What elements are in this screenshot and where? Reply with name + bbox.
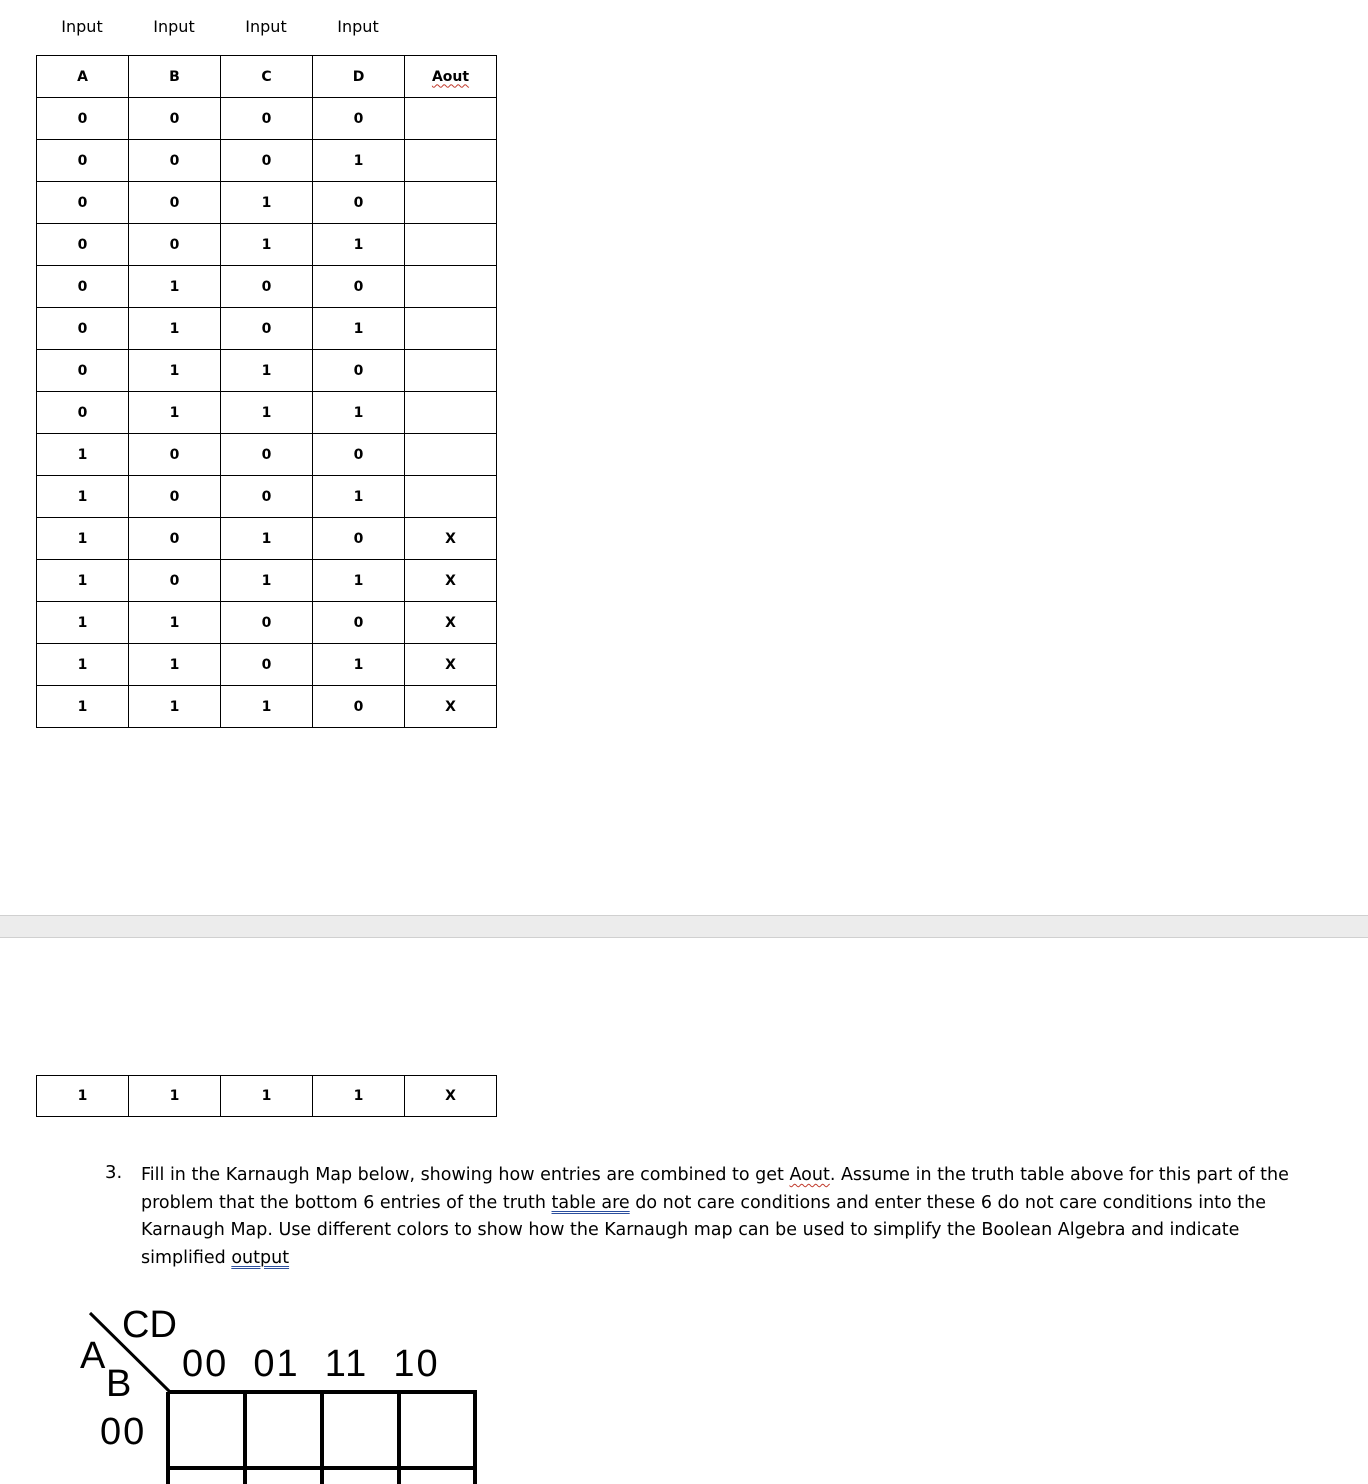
column-header-cell: A	[37, 56, 129, 98]
table-cell: 0	[129, 224, 221, 266]
table-cell: 0	[313, 686, 405, 728]
table-cell: 1	[37, 686, 129, 728]
table-cell: 0	[221, 266, 313, 308]
table-cell: 0	[313, 602, 405, 644]
table-cell: 1	[37, 560, 129, 602]
table-cell: 0	[221, 308, 313, 350]
table-are-phrase: table are	[551, 1192, 630, 1213]
output-word: output	[231, 1247, 290, 1268]
table-cell: 0	[313, 266, 405, 308]
table-cell: 0	[221, 98, 313, 140]
table-cell: 1	[313, 1076, 405, 1117]
table-cell: 0	[221, 434, 313, 476]
table-cell: 0	[221, 140, 313, 182]
question-number: 3.	[105, 1162, 123, 1183]
kmap-grid	[168, 1392, 477, 1484]
table-cell: 0	[221, 602, 313, 644]
table-cell: 1	[313, 476, 405, 518]
table-cell: 1	[221, 560, 313, 602]
table-cell: X	[405, 518, 497, 560]
table-cell: X	[405, 644, 497, 686]
table-cell: 0	[313, 182, 405, 224]
table-cell: X	[405, 1076, 497, 1117]
input-header-b: Input	[153, 17, 195, 36]
table-cell: 1	[129, 392, 221, 434]
table-cell: 0	[129, 560, 221, 602]
table-cell: 0	[313, 434, 405, 476]
input-header-a: Input	[61, 17, 103, 36]
column-header-cell: Aout	[405, 56, 497, 98]
table-cell: 0	[37, 308, 129, 350]
table-cell: 1	[37, 602, 129, 644]
question-text-part2: . Assume in the truth table above for this part of the problem that the bottom 6 entries of the truth	[141, 1165, 1289, 1213]
table-cell: 0	[37, 182, 129, 224]
kmap-a-label: A	[80, 1335, 106, 1377]
aout-word: Aout	[789, 1165, 830, 1185]
table-cell: 1	[37, 644, 129, 686]
table-cell: 0	[313, 350, 405, 392]
column-header-cell: B	[129, 56, 221, 98]
table-cell: 1	[221, 1076, 313, 1117]
table-cell: 1	[129, 1076, 221, 1117]
table-cell: 1	[129, 602, 221, 644]
table-cell: 0	[129, 434, 221, 476]
table-cell: 1	[129, 686, 221, 728]
table-cell: 1	[221, 686, 313, 728]
kmap-cd-label: CD	[122, 1304, 177, 1346]
table-cell: 1	[221, 518, 313, 560]
table-cell: 1	[221, 182, 313, 224]
table-cell: 0	[313, 98, 405, 140]
table-cell: 0	[129, 98, 221, 140]
table-cell: 1	[221, 224, 313, 266]
table-cell: 0	[129, 518, 221, 560]
table-cell: 1	[313, 644, 405, 686]
table-cell: 0	[37, 266, 129, 308]
table-cell: 1	[313, 560, 405, 602]
table-cell: 1	[37, 476, 129, 518]
table-cell: 0	[37, 350, 129, 392]
table-cell: 0	[313, 518, 405, 560]
table-cell: X	[405, 602, 497, 644]
table-cell: 1	[37, 1076, 129, 1117]
table-cell: 1	[313, 140, 405, 182]
table-cell: 1	[129, 644, 221, 686]
input-header-c: Input	[245, 17, 287, 36]
table-cell: 0	[129, 476, 221, 518]
table-cell: 1	[129, 266, 221, 308]
kmap-b-label: B	[106, 1363, 132, 1405]
column-header-cell: C	[221, 56, 313, 98]
table-cell: 0	[37, 140, 129, 182]
kmap-row-code: 00	[100, 1411, 147, 1453]
table-cell: 1	[313, 224, 405, 266]
table-cell: 1	[37, 434, 129, 476]
table-cell: 1	[129, 350, 221, 392]
question-text-part1: Fill in the Karnaugh Map below, showing how entries are combined to get	[141, 1165, 790, 1185]
table-cell: 1	[221, 350, 313, 392]
table-cell: 1	[129, 308, 221, 350]
table-cell: 1	[221, 392, 313, 434]
table-cell: 1	[313, 308, 405, 350]
table-cell: 0	[221, 476, 313, 518]
column-header-cell: D	[313, 56, 405, 98]
table-cell: 1	[37, 518, 129, 560]
table-cell: 0	[37, 98, 129, 140]
table-cell: 0	[129, 140, 221, 182]
kmap-column-codes: 00 01 11 10	[182, 1343, 440, 1385]
table-cell: 0	[37, 392, 129, 434]
table-cell: 1	[313, 392, 405, 434]
table-cell: 0	[37, 224, 129, 266]
question-text-part3: do not care conditions and enter these 6 do not care conditions into the Karnaugh Map. Use different colors to show how the Karnaugh map can be used to simplify the Boolean Algebra and indicate simplified	[141, 1192, 1267, 1268]
input-header-d: Input	[337, 17, 379, 36]
table-cell: 0	[221, 644, 313, 686]
table-cell: 0	[129, 182, 221, 224]
table-cell: X	[405, 560, 497, 602]
table-cell: X	[405, 686, 497, 728]
